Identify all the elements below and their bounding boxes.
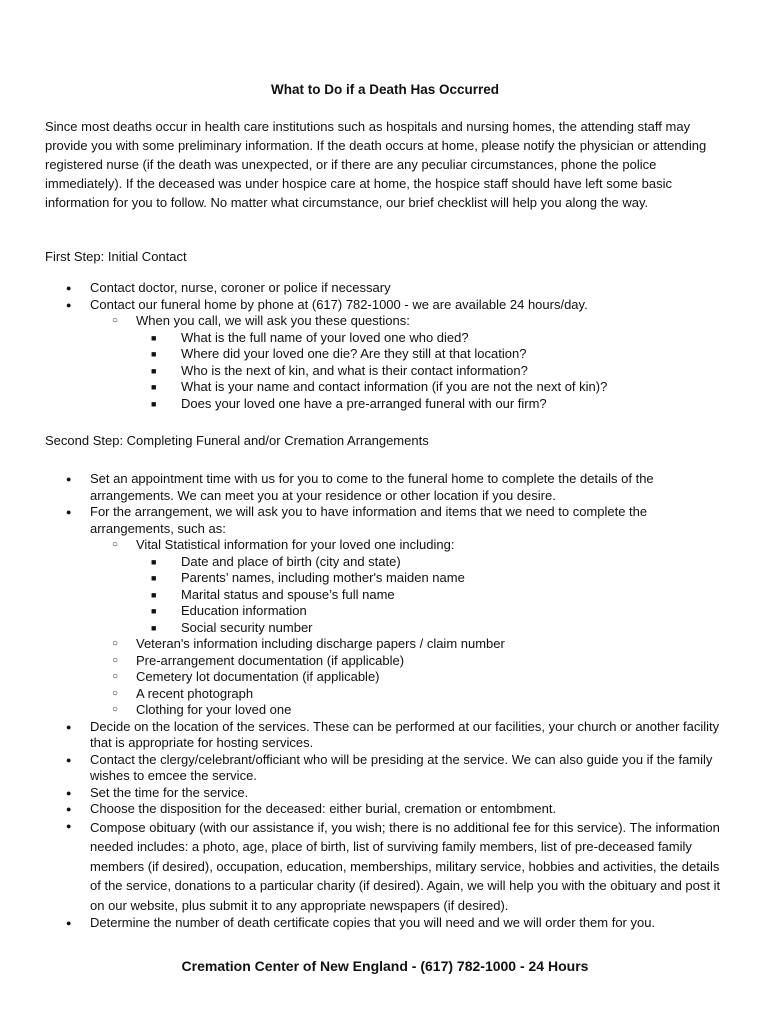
footer-contact: Cremation Center of New England - (617) 782-1000 - 24 Hours (181, 958, 589, 974)
list-item: ● Set an appointment time with us for you to come to the funeral home to complete the details of the arrangements. We can meet you at your residence or other location if you desire. (72, 471, 722, 504)
step2-heading: Second Step: Completing Funeral and/or Cremation Arrangements (45, 433, 429, 448)
step1-list (72, 280, 722, 412)
page-title: What to Do if a Death Has Occurred (270, 82, 500, 97)
list-item-text: Contact our funeral home by phone at (617) 782-1000 - we are available 24 hours/day. (90, 296, 588, 312)
vital-item: ■ Social security number (163, 620, 722, 637)
vital-item: ■ Education information (163, 603, 722, 620)
list-item (118, 313, 722, 412)
list-item: ○ Veteran's information including discharge papers / claim number (118, 636, 722, 653)
question-item: ■ Where did your loved one die? Are they still at that location? (163, 346, 722, 363)
list-item-text: For the arrangement, we will ask you to have information and items that we need to complete the arrangements, such as: (90, 504, 648, 536)
question-item: ■ What is the full name of your loved one who died? (163, 330, 722, 347)
list-item (72, 297, 722, 413)
list-item: ○ A recent photograph (118, 686, 722, 703)
question-item: ■ What is your name and contact information (if you are not the next of kin)? (163, 379, 722, 396)
vital-item: ■ Date and place of birth (city and state) (163, 554, 722, 571)
list-item (72, 504, 722, 719)
list-item: ● Decide on the location of the services. These can be performed at our facilities, your church or another facility that is appropriate for hosting services. (72, 719, 722, 752)
question-list (136, 330, 722, 413)
vital-item: ■ Marital status and spouse’s full name (163, 587, 722, 604)
list-item: ● Contact doctor, nurse, coroner or police if necessary (72, 280, 722, 297)
vital-list (136, 554, 722, 637)
step2-list (72, 471, 722, 932)
sublist (90, 537, 722, 719)
list-item: ○ Cemetery lot documentation (if applicable) (118, 669, 722, 686)
list-item: ● Contact the clergy/celebrant/officiant who will be presiding at the service. We can also guide you if the family wishes to emcee the service. (72, 752, 722, 785)
question-item: ■ Does your loved one have a pre-arranged funeral with our firm? (163, 396, 722, 413)
list-item: ○ Clothing for your loved one (118, 702, 722, 719)
list-item-text: Vital Statistical information for your loved one including: (136, 537, 455, 552)
list-item-text: When you call, we will ask you these questions: (136, 313, 410, 328)
intro-paragraph: Since most deaths occur in health care institutions such as hospitals and nursing homes, the attending staff may provide you with some preliminary information. If the death occurs at home, please notify the physician or attending registered nurse (if the death was unexpected, or if there are any peculiar circumstances, phone the police immediately). If the deceased was under hospice care at home, the hospice staff should have left some basic information for you to follow. No matter what circumstance, our brief checklist will help you along the way. (45, 119, 707, 210)
list-item: ● Set the time for the service. (72, 785, 722, 802)
list-item: ● Compose obituary (with our assistance if, you wish; there is no additional fee for this service). The information needed includes: a photo, age, place of birth, list of surviving family members, list of pre-deceased family members (if desired), occupation, education, memberships, military service, hobbies and activities, the details of the service, donations to a particular charity (if desired). Again, we will help you with the obituary and post it on our website, plus submit it to any appropriate newspapers (if desired). (72, 818, 722, 916)
list-item (118, 537, 722, 636)
list-item: ○ Pre-arrangement documentation (if applicable) (118, 653, 722, 670)
question-item: ■ Who is the next of kin, and what is their contact information? (163, 363, 722, 380)
sublist (90, 313, 722, 412)
vital-item: ■ Parents’ names, including mother's maiden name (163, 570, 722, 587)
step1-heading: First Step: Initial Contact (45, 249, 187, 264)
list-item: ● Determine the number of death certificate copies that you will need and we will order them for you. (72, 915, 722, 932)
list-item: ● Choose the disposition for the deceased: either burial, cremation or entombment. (72, 801, 722, 818)
